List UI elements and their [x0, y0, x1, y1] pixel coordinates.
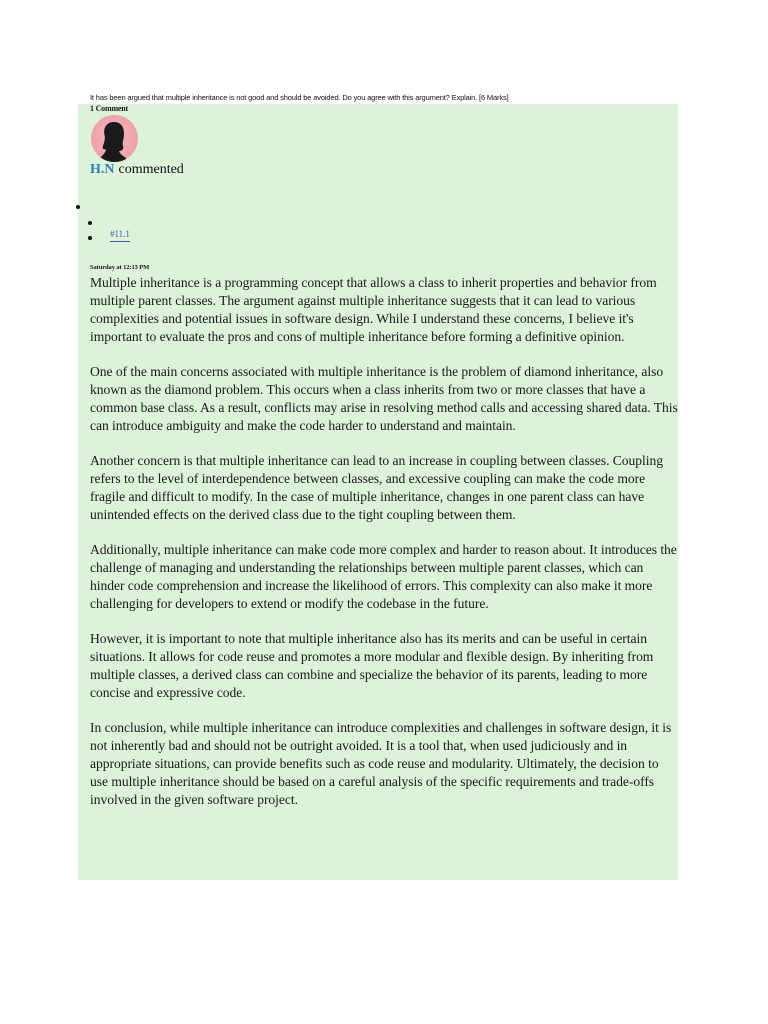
- comment-paragraph: Additionally, multiple inheritance can make code more complex and harder to reason about. It introduces the challenge of managing and understanding the relationships between multiple parent classes, which can hinder code comprehension and increase the likelihood of errors. This complexity can also make it more challenging for developers to extend or modify the codebase in the future.: [90, 542, 677, 611]
- comments-header: 1 Comment: [90, 104, 128, 113]
- bullet-icon: [88, 236, 92, 240]
- comment-paragraph: Another concern is that multiple inheritance can lead to an increase in coupling between classes. Coupling refers to the level of interdependence between classes, and excessive coupling can make the code more fragile and difficult to modify. In the case of multiple inheritance, changes in one parent class can have unintended effects on the derived class due to the tight coupling between them.: [90, 453, 663, 522]
- comment-author-line: [90, 162, 184, 178]
- comment-permalink[interactable]: #11.1: [110, 229, 130, 242]
- question-text: It has been argued that multiple inheritance is not good and should be avoided. Do you agree with this argument? Explain. [6 Marks]: [90, 93, 509, 102]
- comment-paragraph: One of the main concerns associated with multiple inheritance is the problem of diamond inheritance, also known as the diamond problem. This occurs when a class inherits from two or more classes that have a common base class. As a result, conflicts may arise in resolving method calls and accessing shared data. This can introduce ambiguity and make the code harder to understand and maintain.: [90, 364, 678, 433]
- bullet-icon: [76, 205, 80, 209]
- author-name-link[interactable]: H.N: [90, 162, 115, 177]
- woman-silhouette-avatar-icon: [91, 115, 138, 162]
- comment-verb: commented: [118, 162, 184, 177]
- comment-paragraph: However, it is important to note that multiple inheritance also has its merits and can be useful in certain situations. It allows for code reuse and promotes a more modular and flexible design. By inheriting from multiple classes, a derived class can combine and specialize the behavior of its parents, leading to more concise and expressive code.: [90, 631, 654, 700]
- comment-paragraph: Multiple inheritance is a programming concept that allows a class to inherit properties and behavior from multiple parent classes. The argument against multiple inheritance suggests that it can lead to various complexities and potential issues in software design. While I understand these concerns, I believe it's important to evaluate the pros and cons of multiple inheritance before forming a definitive opinion.: [90, 275, 657, 344]
- comment-body: [90, 274, 678, 826]
- avatar[interactable]: [91, 115, 138, 162]
- bullet-icon: [88, 221, 92, 225]
- comment-paragraph: In conclusion, while multiple inheritance can introduce complexities and challenges in software design, it is not inherently bad and should not be outright avoided. It is a tool that, when used judiciously and in appropriate situations, can provide benefits such as code reuse and modularity. Ultimately, the decision to use multiple inheritance should be based on a careful analysis of the specific requirements and trade-offs involved in the given software project.: [90, 720, 672, 807]
- comment-timestamp: Saturday at 12:13 PM: [90, 264, 150, 271]
